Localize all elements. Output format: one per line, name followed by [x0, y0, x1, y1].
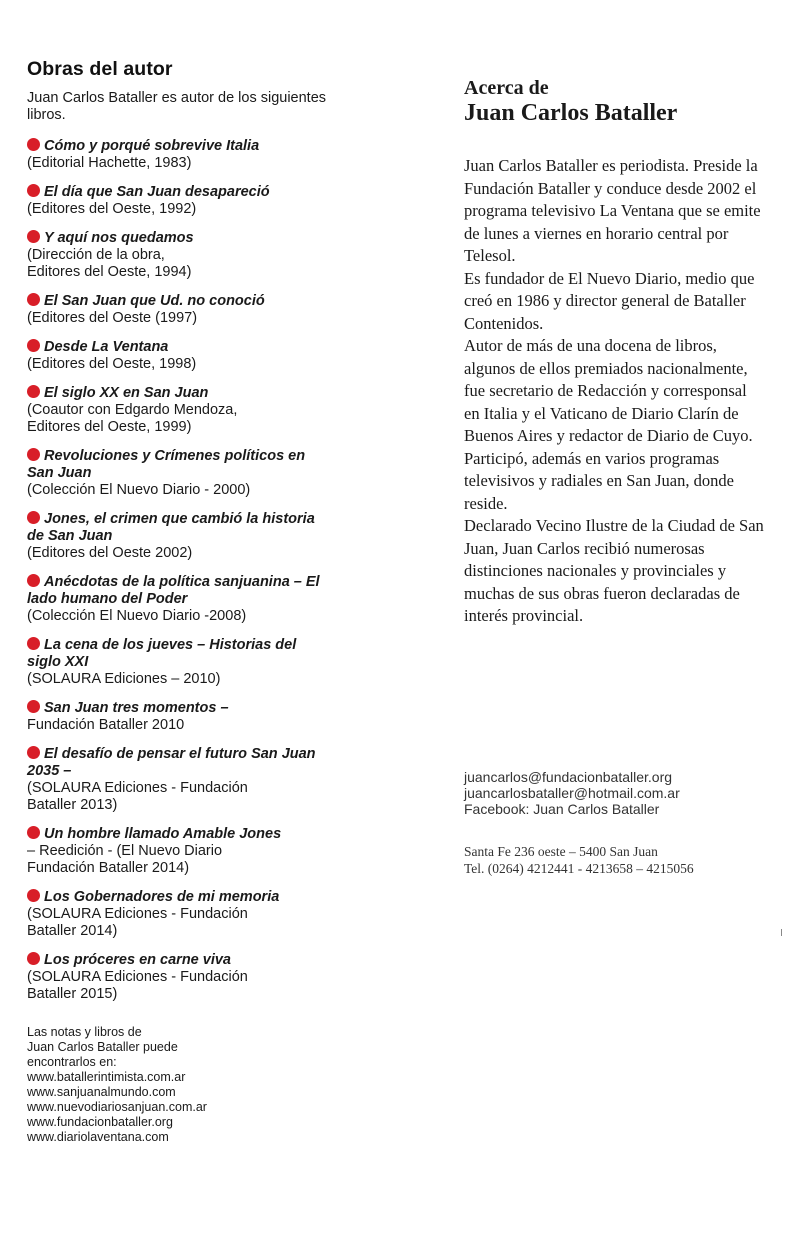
email-link[interactable]: juancarlosbataller@hotmail.com.ar [464, 785, 680, 801]
book-item [27, 339, 327, 373]
book-title: La cena de los jueves – Historias del siglo XXI [27, 637, 297, 670]
bio-paragraph: Autor de más de una docena de libros, algunos de ellos premiados nacionalmente, fue secretario de Redacción y corresponsal en Italia y el Vaticano de Diario Clarín de Buenos Aires y redactor de Diario de Cuyo. [464, 336, 753, 445]
notes-block [27, 1025, 327, 1145]
red-bullet-icon [27, 700, 40, 713]
book-item [27, 574, 327, 625]
about-column [464, 77, 764, 628]
book-detail: (Colección El Nuevo Diario - 2000) [27, 482, 251, 498]
works-intro: Juan Carlos Bataller es autor de los siguientes libros. [27, 90, 327, 123]
works-title: Obras del autor [27, 58, 173, 80]
book-title: Cómo y porqué sobrevive Italia [44, 138, 260, 154]
phone-numbers: Tel. (0264) 4212441 - 4213658 – 4215056 [464, 861, 694, 876]
book-detail: (Coautor con Edgardo Mendoza, Editores del Oeste, 1999) [27, 402, 238, 435]
book-item [27, 385, 327, 436]
bio-paragraph: Es fundador de El Nuevo Diario, medio que creó en 1986 y director general de Bataller Contenidos. [464, 268, 755, 333]
red-bullet-icon [27, 952, 40, 965]
website-link[interactable]: www.batallerintimista.com.ar [27, 1070, 186, 1084]
book-title: Desde La Ventana [44, 339, 169, 355]
notes-line: Juan Carlos Bataller puede [27, 1040, 178, 1054]
book-detail: (Colección El Nuevo Diario -2008) [27, 608, 247, 624]
book-item [27, 511, 327, 562]
red-bullet-icon [27, 637, 40, 650]
margin-mark [781, 929, 782, 936]
address-block [464, 843, 784, 877]
book-list [27, 138, 327, 1003]
red-bullet-icon [27, 339, 40, 352]
book-item [27, 952, 327, 1003]
book-detail: (Editores del Oeste (1997) [27, 310, 198, 326]
bio-paragraph: Declarado Vecino Ilustre de la Ciudad de San Juan, Juan Carlos recibió numerosas distinciones nacionales y provinciales y muchas de sus obras fueron declaradas de interés provincial. [464, 516, 764, 625]
book-detail: (SOLAURA Ediciones – 2010) [27, 671, 221, 687]
contact-block [464, 769, 784, 817]
book-detail: (Dirección de la obra, Editores del Oeste, 1994) [27, 247, 192, 280]
book-item [27, 700, 327, 734]
book-detail: – Reedición - (El Nuevo Diario Fundación Bataller 2014) [27, 843, 223, 876]
book-detail: (Editores del Oeste, 1998) [27, 356, 197, 372]
website-link[interactable]: www.diariolaventana.com [27, 1130, 169, 1144]
street-address: Santa Fe 236 oeste – 5400 San Juan [464, 844, 658, 859]
red-bullet-icon [27, 184, 40, 197]
biography [464, 155, 764, 628]
facebook-link[interactable]: Facebook: Juan Carlos Bataller [464, 801, 660, 817]
book-item [27, 230, 327, 281]
about-heading-small: Acerca de [464, 77, 549, 99]
book-item [27, 293, 327, 327]
book-title: Los próceres en carne viva [44, 952, 231, 968]
book-title: Anécdotas de la política sanjuanina – El lado humano del Poder [27, 574, 320, 607]
bio-paragraph: Juan Carlos Bataller es periodista. Preside la Fundación Bataller y conduce desde 2002 el programa televisivo La Ventana que se emite de lunes a viernes en horario central por Telesol. [464, 156, 761, 265]
red-bullet-icon [27, 293, 40, 306]
book-title: Revoluciones y Crímenes políticos en San Juan [27, 448, 306, 481]
red-bullet-icon [27, 448, 40, 461]
book-detail: Fundación Bataller 2010 [27, 717, 185, 733]
book-title: El día que San Juan desapareció [44, 184, 270, 200]
book-detail: (SOLAURA Ediciones - Fundación Bataller 2014) [27, 906, 248, 939]
about-heading-name: Juan Carlos Bataller [464, 100, 678, 126]
book-detail: (Editorial Hachette, 1983) [27, 155, 192, 171]
website-link[interactable]: www.nuevodiariosanjuan.com.ar [27, 1100, 207, 1114]
red-bullet-icon [27, 889, 40, 902]
notes-line: Las notas y libros de [27, 1025, 142, 1039]
book-item [27, 637, 327, 688]
red-bullet-icon [27, 574, 40, 587]
works-column [27, 58, 327, 1145]
book-item [27, 184, 327, 218]
email-link[interactable]: juancarlos@fundacionbataller.org [464, 769, 673, 785]
red-bullet-icon [27, 826, 40, 839]
website-link[interactable]: www.sanjuanalmundo.com [27, 1085, 176, 1099]
red-bullet-icon [27, 138, 40, 151]
notes-line: encontrarlos en: [27, 1055, 117, 1069]
website-link[interactable]: www.fundacionbataller.org [27, 1115, 173, 1129]
red-bullet-icon [27, 511, 40, 524]
book-title: Y aquí nos quedamos [44, 230, 194, 246]
book-title: Los Gobernadores de mi memoria [44, 889, 280, 905]
red-bullet-icon [27, 385, 40, 398]
book-item [27, 448, 327, 499]
red-bullet-icon [27, 230, 40, 243]
book-title: Jones, el crimen que cambió la historia de San Juan [27, 511, 315, 544]
book-title: El desafío de pensar el futuro San Juan 2035 – [27, 746, 316, 779]
book-item [27, 826, 327, 877]
book-title: Un hombre llamado Amable Jones [44, 826, 282, 842]
book-title: El San Juan que Ud. no conoció [44, 293, 265, 309]
book-detail: (Editores del Oeste, 1992) [27, 201, 197, 217]
book-detail: (Editores del Oeste 2002) [27, 545, 193, 561]
book-item [27, 889, 327, 940]
book-title: El siglo XX en San Juan [44, 385, 209, 401]
book-title: San Juan tres momentos – [44, 700, 229, 716]
bio-paragraph: Participó, además en varios programas televisivos y radiales en San Juan, donde reside. [464, 448, 734, 513]
book-item [27, 746, 327, 814]
book-detail: (SOLAURA Ediciones - Fundación Bataller 2013) [27, 780, 248, 813]
book-detail: (SOLAURA Ediciones - Fundación Bataller 2015) [27, 969, 248, 1002]
book-item [27, 138, 327, 172]
red-bullet-icon [27, 746, 40, 759]
